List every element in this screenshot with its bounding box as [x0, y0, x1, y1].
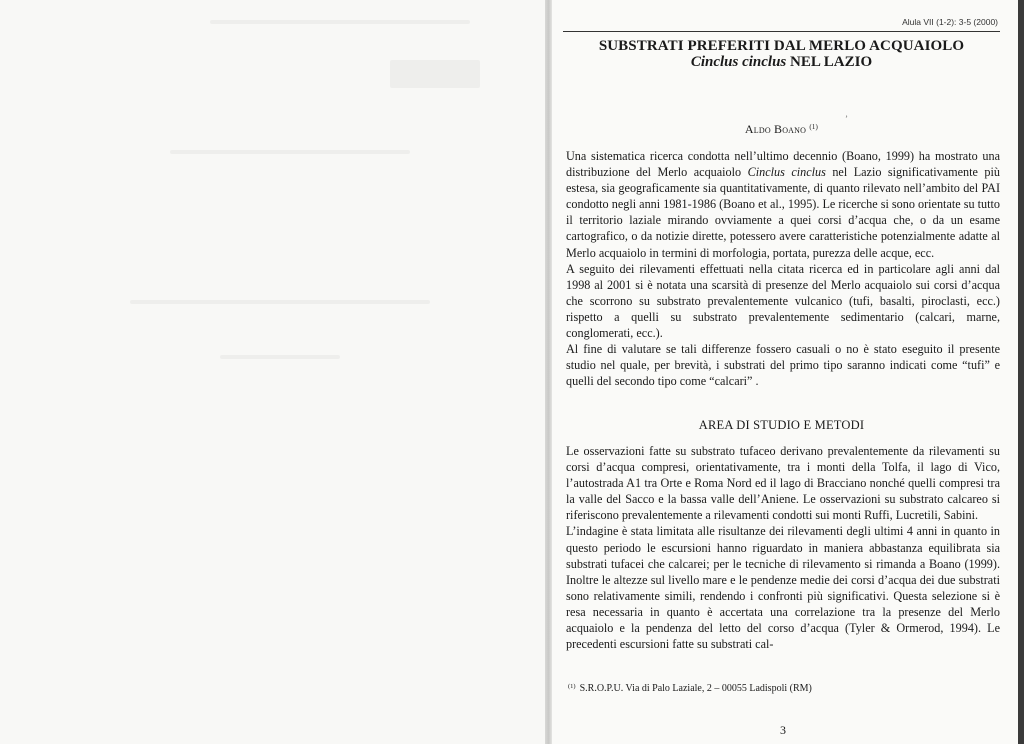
article-subtitle: [563, 54, 1000, 70]
paragraph: A seguito dei rilevamenti effettuati nella citata ricerca ed in particolare agli anni dal 1998 al 2001 si è notata una scarsità di presenze del Merlo acquaiolo sui corsi d’acqua che scorrono su substrato prevalentemente vulcanico (tufi, basalti, piroclasti, ecc.) rispetto a quelli su substrato prevalentemente sedimentario (calcari, marne, conglomerati, ecc.).: [566, 261, 1000, 341]
paragraph: [566, 148, 1000, 261]
paragraph: Al fine di valutare se tali differenze fossero casuali o no è stato eseguito il presente studio nel quale, per brevità, i substrati del primo tipo saranno indicati come “tufi” e quelli del secondo tipo come “calcari” .: [566, 342, 1000, 389]
paragraph: Le osservazioni fatte su substrato tufaceo derivano prevalentemente da rilevamenti su corsi d’acqua compresi, orientativamente, tra i monti della Tolfa, il lago di Vico, l’autostrada A1 tra Orte e Roma Nord ed il lago di Bracciano nonché quelli compresi tra la valle del Sacco e la bassa valle dell’Aniene. Le osservazioni su substrato calcareo si riferiscono prevalentemente a rilevamenti condotti sui monti Ruffi, Lucretili, Sabini.: [566, 444, 1000, 523]
author-name: Aldo Boano: [744, 122, 807, 136]
page-number: 3: [780, 723, 786, 737]
show-through-line: [130, 300, 430, 304]
intro-body: [566, 148, 1000, 389]
author-footnote-ref: (1): [809, 123, 819, 131]
species-name: Cinclus cinclus: [690, 54, 787, 70]
show-through-line: [170, 150, 410, 154]
article-title: SUBSTRATI PREFERITI DAL MERLO ACQUAIOLO: [598, 38, 965, 54]
show-through-block: [390, 60, 480, 88]
footnote-marker: (1): [568, 683, 576, 690]
header-rule: [563, 31, 1000, 32]
section-heading: AREA DI STUDIO E METODI: [698, 418, 865, 432]
paragraph: L’indagine è stata limitata alle risultanze dei rilevamenti degli ultimi 4 anni in quanto in questo periodo le escursioni hanno riguardato in maniera abbastanza equilibrata sia substrati tufacei che calcarei; per le tecniche di rilevamento si rimanda a Boano (1999). Inoltre le altezze sul livello mare e le pendenze medie dei corsi d’acqua dei due substrati sono relativamente simili, rendendo i confronti più significativi. Questa selezione si è resa necessaria in quanto è accertata una correlazione tra la presenze del Merlo acquaiolo e la pendenza del letto del corso d’acqua (Tyler & Ormerod, 1994). Le precedenti escursioni fatte su substrati cal-: [566, 524, 1000, 652]
subtitle-rest: NEL LAZIO: [786, 54, 873, 70]
stray-mark: ’: [845, 114, 848, 124]
book-gutter: [545, 0, 552, 744]
footnote: [568, 681, 998, 695]
show-through-line: [210, 20, 470, 24]
section-body: [566, 443, 1000, 652]
species-name: Cinclus cinclus: [747, 165, 826, 180]
paragraph-text: nel Lazio significativamente più estesa, sia geograficamente sia quantitativamente, di quanto rilevato nell’ambito del PAI condotto negli anni 1981-1986 (Boano et al., 1995). Le ricerche si sono orientate su tutto il territorio laziale mirando ovviamente a quei corsi d’acqua che, o da un esame cartografico, o da notizie dirette, potessero avere caratteristiche potenzialmente adatte al Merlo acquaiolo in termini di morfologia, portata, purezza delle acque, ecc.: [566, 165, 1001, 260]
show-through-line: [220, 355, 340, 359]
running-head: Alula VII (1-2): 3-5 (2000): [902, 17, 998, 27]
paragraph-text: Una sistematica ricerca condotta nell’ultimo decennio (Boano, 1999) ha mostrato una distribuzione del Merlo acquaiolo: [566, 149, 1000, 180]
author-line: [563, 122, 1000, 137]
page-edge: [1018, 0, 1024, 744]
footnote-text: S.R.O.P.U. Via di Palo Laziale, 2 – 00055 Ladispoli (RM): [579, 683, 812, 694]
